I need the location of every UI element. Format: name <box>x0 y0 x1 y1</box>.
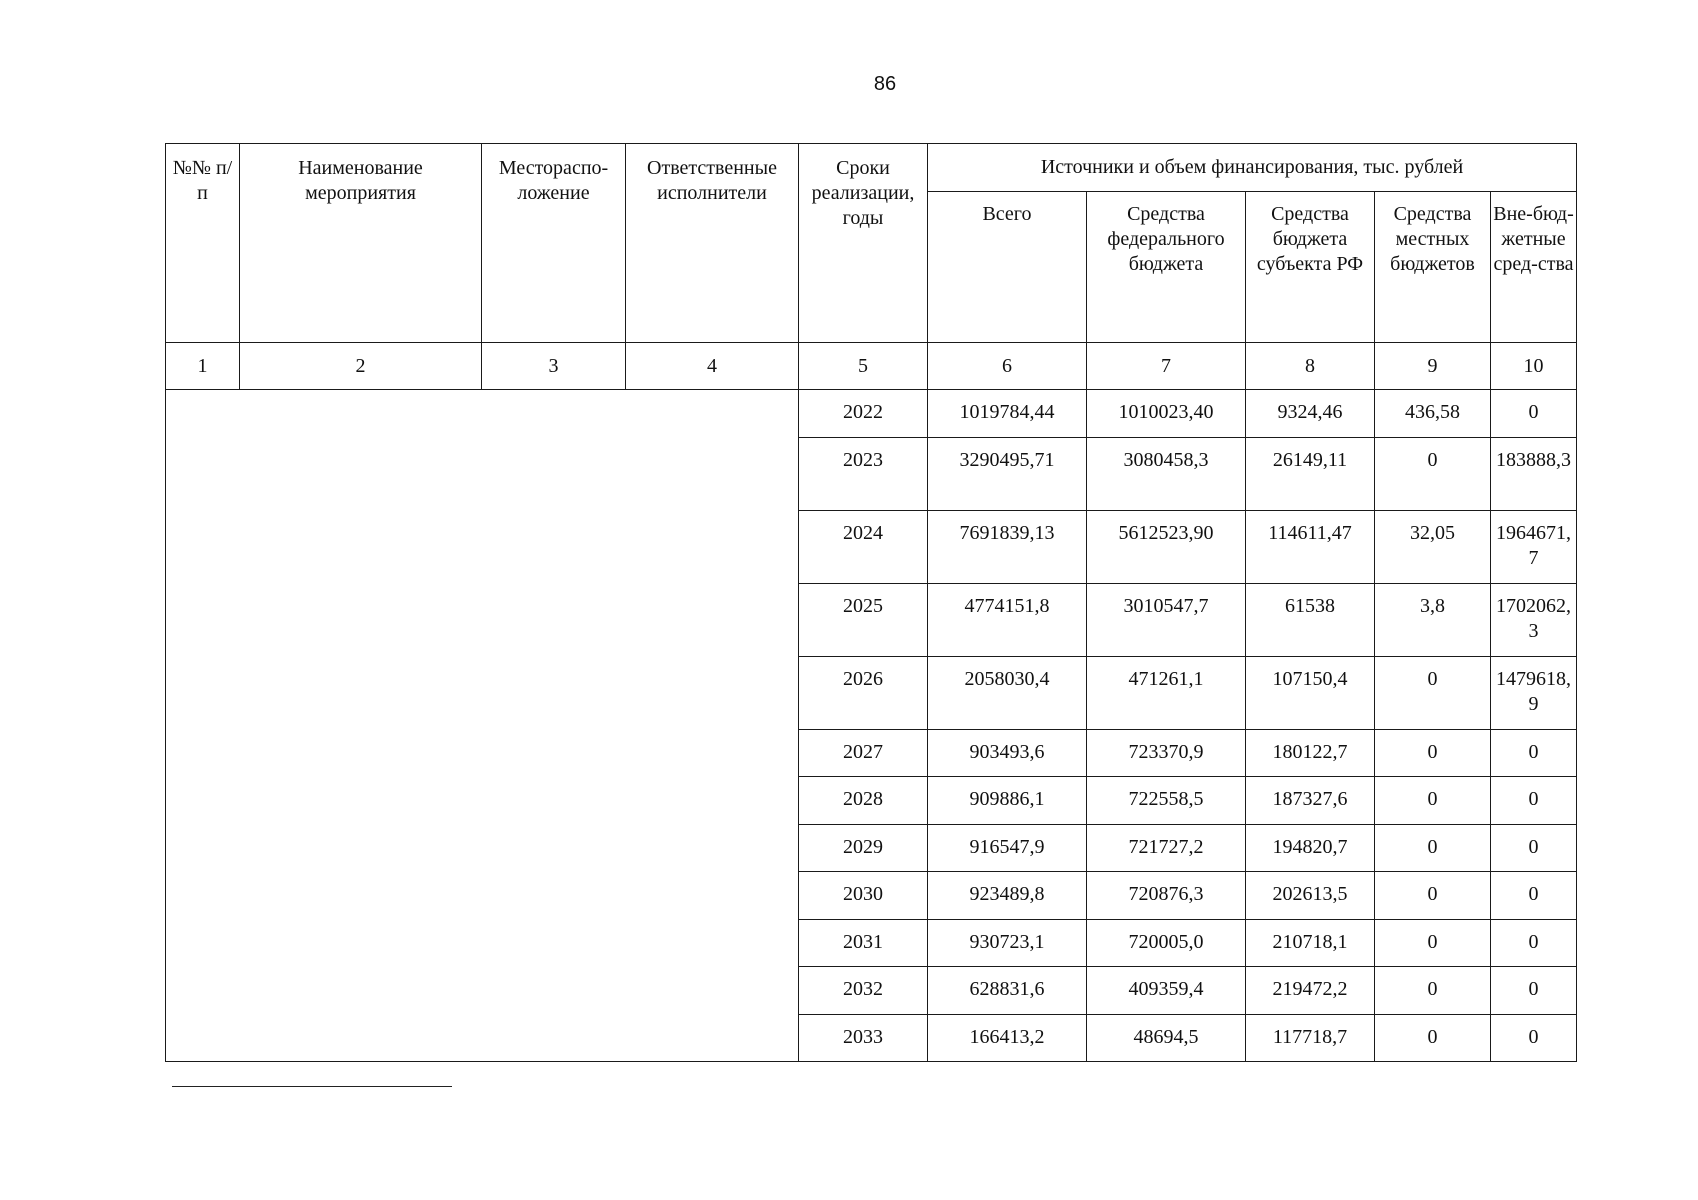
regional-cell: 202613,5 <box>1246 872 1375 920</box>
numbering-cell: 4 <box>626 343 799 390</box>
extrabudgetary-cell: 0 <box>1491 1014 1577 1062</box>
year-cell: 2024 <box>799 510 928 583</box>
local-cell: 0 <box>1375 1014 1491 1062</box>
header-extrabudgetary: Вне-бюд-жетные сред-ства <box>1491 192 1577 343</box>
header-financing-group: Источники и объем финансирования, тыс. рублей <box>928 144 1577 192</box>
year-cell: 2033 <box>799 1014 928 1062</box>
regional-cell: 194820,7 <box>1246 824 1375 872</box>
page-number: 86 <box>873 73 897 95</box>
year-cell: 2028 <box>799 777 928 825</box>
federal-cell: 3080458,3 <box>1087 437 1246 510</box>
extrabudgetary-cell: 0 <box>1491 390 1577 438</box>
extrabudgetary-cell: 183888,3 <box>1491 437 1577 510</box>
header-total: Всего <box>928 192 1087 343</box>
federal-cell: 721727,2 <box>1087 824 1246 872</box>
header-event-name: Наименование мероприятия <box>240 144 482 343</box>
total-cell: 923489,8 <box>928 872 1087 920</box>
extrabudgetary-cell: 0 <box>1491 824 1577 872</box>
local-cell: 0 <box>1375 729 1491 777</box>
extrabudgetary-cell: 0 <box>1491 729 1577 777</box>
total-cell: 4774151,8 <box>928 583 1087 656</box>
numbering-cell: 10 <box>1491 343 1577 390</box>
extrabudgetary-cell: 0 <box>1491 967 1577 1015</box>
federal-cell: 720876,3 <box>1087 872 1246 920</box>
numbering-cell: 7 <box>1087 343 1246 390</box>
financing-table <box>165 143 1577 1062</box>
numbering-row <box>166 343 1577 390</box>
local-cell: 436,58 <box>1375 390 1491 438</box>
extrabudgetary-cell: 1964671,7 <box>1491 510 1577 583</box>
total-cell: 2058030,4 <box>928 656 1087 729</box>
header-local: Средства местных бюджетов <box>1375 192 1491 343</box>
header-regional: Средства бюджета субъекта РФ <box>1246 192 1375 343</box>
extrabudgetary-cell: 0 <box>1491 872 1577 920</box>
extrabudgetary-cell: 0 <box>1491 919 1577 967</box>
local-cell: 3,8 <box>1375 583 1491 656</box>
total-cell: 628831,6 <box>928 967 1087 1015</box>
regional-cell: 187327,6 <box>1246 777 1375 825</box>
numbering-cell: 2 <box>240 343 482 390</box>
federal-cell: 409359,4 <box>1087 967 1246 1015</box>
total-cell: 166413,2 <box>928 1014 1087 1062</box>
year-cell: 2032 <box>799 967 928 1015</box>
total-cell: 7691839,13 <box>928 510 1087 583</box>
federal-cell: 723370,9 <box>1087 729 1246 777</box>
federal-cell: 5612523,90 <box>1087 510 1246 583</box>
numbering-cell: 8 <box>1246 343 1375 390</box>
header-executors: Ответственные исполнители <box>626 144 799 343</box>
regional-cell: 117718,7 <box>1246 1014 1375 1062</box>
year-cell: 2023 <box>799 437 928 510</box>
local-cell: 0 <box>1375 919 1491 967</box>
federal-cell: 1010023,40 <box>1087 390 1246 438</box>
regional-cell: 219472,2 <box>1246 967 1375 1015</box>
local-cell: 0 <box>1375 656 1491 729</box>
total-cell: 930723,1 <box>928 919 1087 967</box>
federal-cell: 720005,0 <box>1087 919 1246 967</box>
numbering-cell: 3 <box>482 343 626 390</box>
regional-cell: 9324,46 <box>1246 390 1375 438</box>
federal-cell: 471261,1 <box>1087 656 1246 729</box>
year-cell: 2025 <box>799 583 928 656</box>
regional-cell: 210718,1 <box>1246 919 1375 967</box>
extrabudgetary-cell: 1702062,3 <box>1491 583 1577 656</box>
extrabudgetary-cell: 1479618,9 <box>1491 656 1577 729</box>
total-cell: 1019784,44 <box>928 390 1087 438</box>
numbering-cell: 9 <box>1375 343 1491 390</box>
header-number: №№ п/п <box>166 144 240 343</box>
extrabudgetary-cell: 0 <box>1491 777 1577 825</box>
header-location: Местораспо-ложение <box>482 144 626 343</box>
footnote-separator <box>172 1086 452 1087</box>
local-cell: 0 <box>1375 437 1491 510</box>
regional-cell: 114611,47 <box>1246 510 1375 583</box>
regional-cell: 107150,4 <box>1246 656 1375 729</box>
year-cell: 2030 <box>799 872 928 920</box>
year-cell: 2029 <box>799 824 928 872</box>
header-terms: Сроки реализации, годы <box>799 144 928 343</box>
federal-cell: 3010547,7 <box>1087 583 1246 656</box>
table-row <box>166 390 1577 438</box>
total-cell: 3290495,71 <box>928 437 1087 510</box>
year-cell: 2026 <box>799 656 928 729</box>
total-cell: 903493,6 <box>928 729 1087 777</box>
federal-cell: 722558,5 <box>1087 777 1246 825</box>
year-cell: 2022 <box>799 390 928 438</box>
local-cell: 32,05 <box>1375 510 1491 583</box>
regional-cell: 180122,7 <box>1246 729 1375 777</box>
header-federal: Средства федерального бюджета <box>1087 192 1246 343</box>
numbering-cell: 1 <box>166 343 240 390</box>
local-cell: 0 <box>1375 872 1491 920</box>
regional-cell: 61538 <box>1246 583 1375 656</box>
numbering-cell: 5 <box>799 343 928 390</box>
blank-merged-cell <box>166 390 799 1062</box>
year-cell: 2027 <box>799 729 928 777</box>
numbering-cell: 6 <box>928 343 1087 390</box>
regional-cell: 26149,11 <box>1246 437 1375 510</box>
federal-cell: 48694,5 <box>1087 1014 1246 1062</box>
local-cell: 0 <box>1375 777 1491 825</box>
total-cell: 909886,1 <box>928 777 1087 825</box>
total-cell: 916547,9 <box>928 824 1087 872</box>
year-cell: 2031 <box>799 919 928 967</box>
header-row-1 <box>166 144 1577 192</box>
local-cell: 0 <box>1375 824 1491 872</box>
local-cell: 0 <box>1375 967 1491 1015</box>
